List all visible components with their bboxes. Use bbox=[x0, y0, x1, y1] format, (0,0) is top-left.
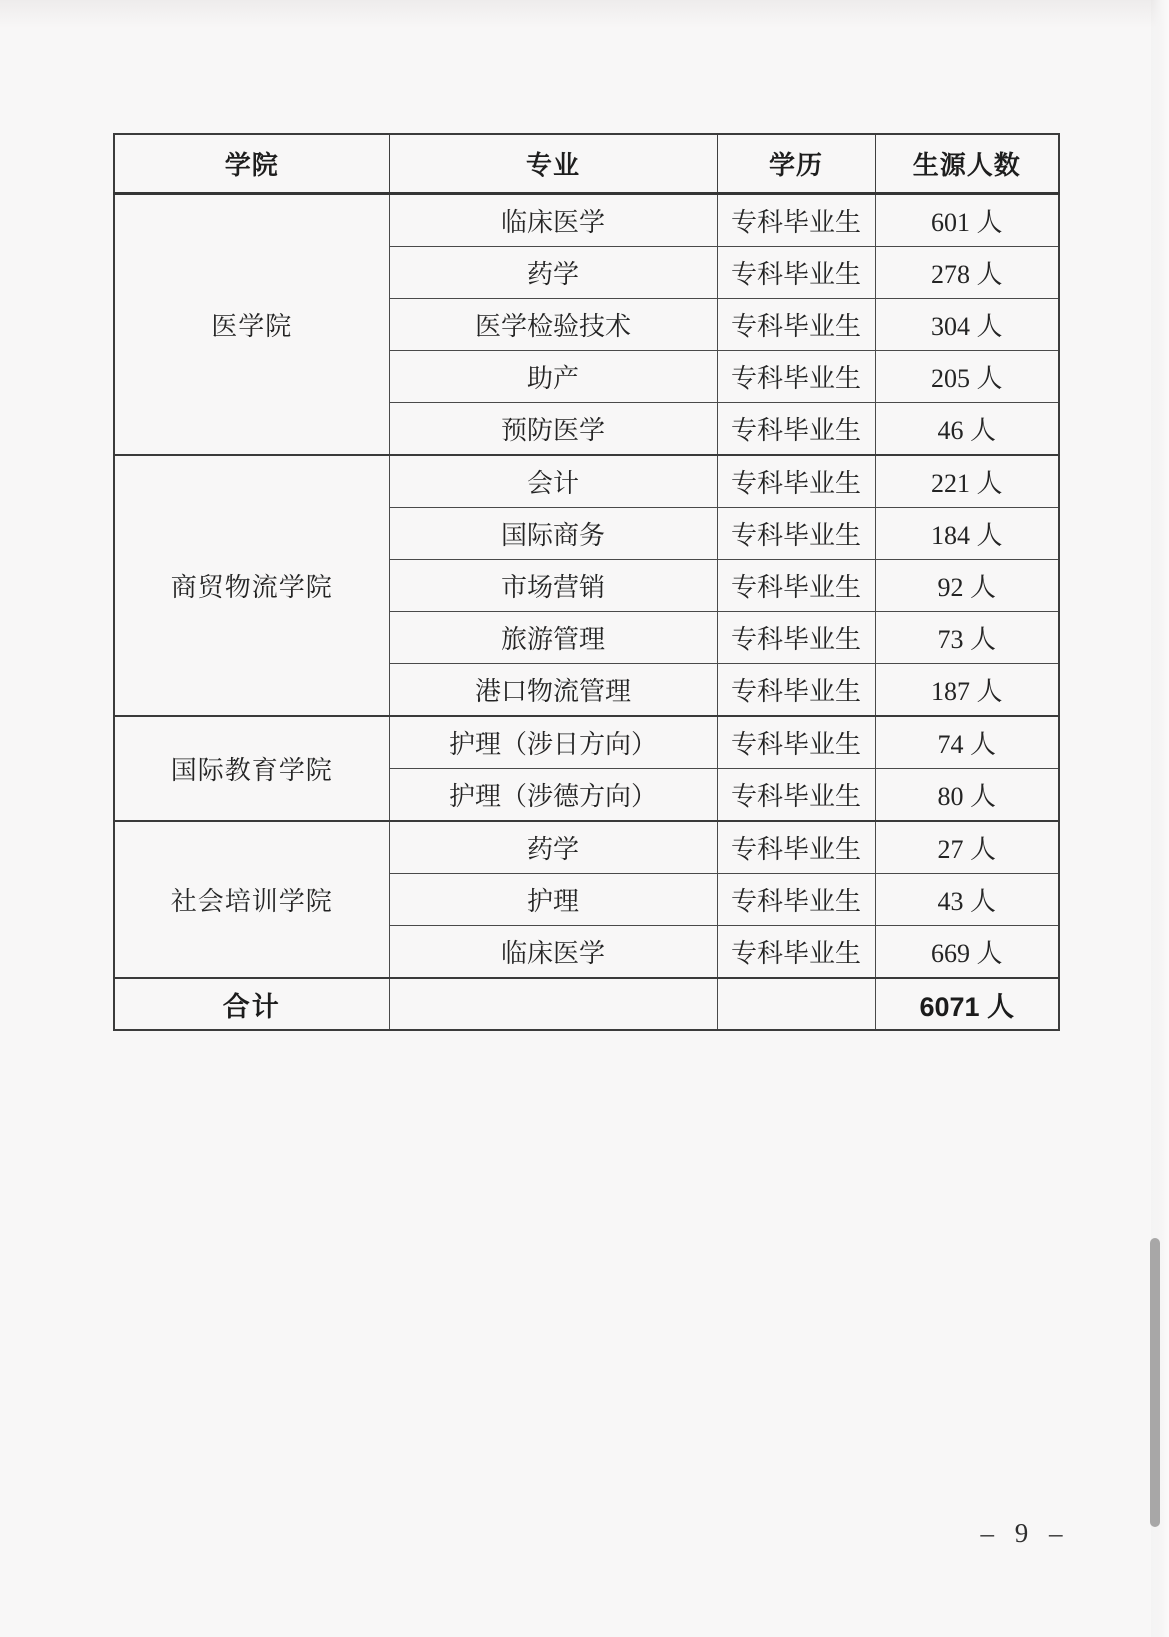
degree-cell: 专科毕业生 bbox=[717, 769, 875, 822]
count-cell: 73 人 bbox=[875, 612, 1059, 664]
total-empty-degree-cell bbox=[717, 978, 875, 1030]
student-source-table bbox=[113, 133, 1060, 1031]
college-cell: 社会培训学院 bbox=[114, 821, 389, 978]
major-cell: 会计 bbox=[389, 455, 717, 508]
table-row bbox=[114, 821, 1059, 874]
degree-cell: 专科毕业生 bbox=[717, 403, 875, 456]
degree-cell: 专科毕业生 bbox=[717, 664, 875, 717]
major-cell: 旅游管理 bbox=[389, 612, 717, 664]
degree-cell: 专科毕业生 bbox=[717, 821, 875, 874]
count-cell: 187 人 bbox=[875, 664, 1059, 717]
page-number: – 9 – bbox=[980, 1518, 1064, 1548]
count-cell: 278 人 bbox=[875, 247, 1059, 299]
degree-cell: 专科毕业生 bbox=[717, 299, 875, 351]
table-row bbox=[114, 194, 1059, 247]
total-empty-major-cell bbox=[389, 978, 717, 1030]
degree-cell: 专科毕业生 bbox=[717, 508, 875, 560]
table-total-row bbox=[114, 978, 1059, 1030]
major-cell: 药学 bbox=[389, 247, 717, 299]
total-count-cell: 6071 人 bbox=[875, 978, 1059, 1030]
major-cell: 医学检验技术 bbox=[389, 299, 717, 351]
major-cell: 临床医学 bbox=[389, 194, 717, 247]
count-cell: 205 人 bbox=[875, 351, 1059, 403]
table-row bbox=[114, 455, 1059, 508]
count-cell: 74 人 bbox=[875, 716, 1059, 769]
count-cell: 27 人 bbox=[875, 821, 1059, 874]
count-cell: 304 人 bbox=[875, 299, 1059, 351]
college-cell: 国际教育学院 bbox=[114, 716, 389, 821]
table-header-row bbox=[114, 134, 1059, 194]
count-cell: 43 人 bbox=[875, 874, 1059, 926]
degree-cell: 专科毕业生 bbox=[717, 716, 875, 769]
major-cell: 预防医学 bbox=[389, 403, 717, 456]
scrollbar-thumb[interactable] bbox=[1150, 1238, 1160, 1527]
major-cell: 助产 bbox=[389, 351, 717, 403]
count-cell: 80 人 bbox=[875, 769, 1059, 822]
header-college: 学院 bbox=[114, 134, 389, 194]
college-cell: 医学院 bbox=[114, 194, 389, 456]
major-cell: 护理 bbox=[389, 874, 717, 926]
degree-cell: 专科毕业生 bbox=[717, 874, 875, 926]
header-degree: 学历 bbox=[717, 134, 875, 194]
degree-cell: 专科毕业生 bbox=[717, 247, 875, 299]
count-cell: 92 人 bbox=[875, 560, 1059, 612]
count-cell: 184 人 bbox=[875, 508, 1059, 560]
college-cell: 商贸物流学院 bbox=[114, 455, 389, 716]
count-cell: 221 人 bbox=[875, 455, 1059, 508]
total-label-cell: 合计 bbox=[114, 978, 389, 1030]
count-cell: 669 人 bbox=[875, 926, 1059, 979]
count-cell: 601 人 bbox=[875, 194, 1059, 247]
header-count: 生源人数 bbox=[875, 134, 1059, 194]
major-cell: 护理（涉日方向） bbox=[389, 716, 717, 769]
degree-cell: 专科毕业生 bbox=[717, 194, 875, 247]
degree-cell: 专科毕业生 bbox=[717, 926, 875, 979]
major-cell: 市场营销 bbox=[389, 560, 717, 612]
major-cell: 药学 bbox=[389, 821, 717, 874]
major-cell: 护理（涉德方向） bbox=[389, 769, 717, 822]
degree-cell: 专科毕业生 bbox=[717, 455, 875, 508]
header-major: 专业 bbox=[389, 134, 717, 194]
major-cell: 港口物流管理 bbox=[389, 664, 717, 717]
table-row bbox=[114, 716, 1059, 769]
major-cell: 临床医学 bbox=[389, 926, 717, 979]
degree-cell: 专科毕业生 bbox=[717, 612, 875, 664]
degree-cell: 专科毕业生 bbox=[717, 560, 875, 612]
degree-cell: 专科毕业生 bbox=[717, 351, 875, 403]
count-cell: 46 人 bbox=[875, 403, 1059, 456]
major-cell: 国际商务 bbox=[389, 508, 717, 560]
scrollbar-track[interactable] bbox=[1151, 0, 1169, 1637]
